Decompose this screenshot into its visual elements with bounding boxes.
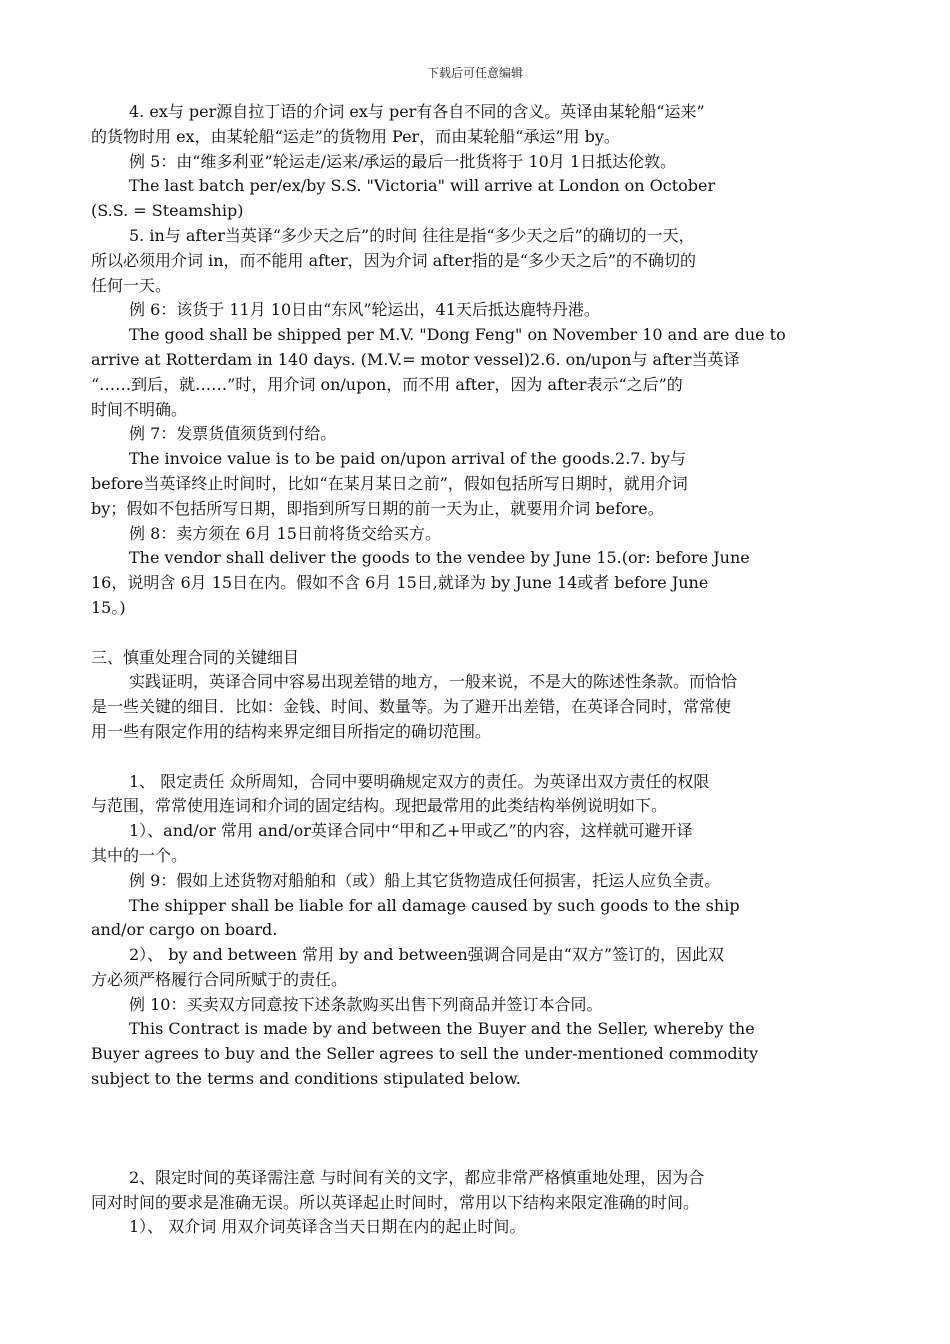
paragraph-line: The vendor shall deliver the goods to the vendee by June 15.(or: before June — [129, 548, 750, 568]
paragraph-line: 的货物时用 ex，由某轮船“运走”的货物用 Per，而由某轮船“承运”用 by。 — [91, 126, 620, 146]
paragraph-line: 是一些关键的细目．比如：金钱、时间、数量等。为了避开出差错，在英译合同时，常常使 — [91, 697, 732, 717]
example-line: 例 9：假如上述货物对船舶和（或）船上其它货物造成任何损害，托运人应负全责。 — [129, 870, 721, 890]
paragraph-line: 其中的一个。 — [91, 845, 188, 865]
paragraph-line: 用一些有限定作用的结构来界定细目所指定的确切范围。 — [91, 721, 492, 741]
document-body — [91, 100, 871, 1240]
blank-line — [91, 621, 871, 646]
paragraph-line: The invoice value is to be paid on/upon arrival of the goods.2.7. by与 — [129, 449, 686, 469]
subsection-line: 2、限定时间的英译需注意 与时间有关的文字，都应非常严格慎重地处理，因为合 — [129, 1167, 705, 1187]
paragraph-line: 2）、 by and between 常用 by and between强调合同是由“双方”签订的，因此双 — [129, 945, 725, 965]
paragraph-line: The good shall be shipped per M.V. "Dong Feng" on November 10 and are due to — [129, 325, 786, 345]
paragraph-line: 5. in与 after当英译“多少天之后”的时间 往往是指“多少天之后”的确切的一天， — [129, 225, 695, 245]
paragraph-line: subject to the terms and conditions stipulated below. — [91, 1069, 521, 1089]
paragraph-line: and/or cargo on board. — [91, 920, 278, 940]
paragraph-line: Buyer agrees to buy and the Seller agrees to sell the under-mentioned commodity — [91, 1044, 759, 1064]
paragraph-line: arrive at Rotterdam in 140 days. (M.V.= motor vessel)2.6. on/upon与 after当英译 — [91, 349, 740, 369]
blank-space — [91, 1092, 871, 1166]
blank-line — [91, 745, 871, 770]
paragraph-line: 实践证明，英译合同中容易出现差错的地方，一般来说，不是大的陈述性条款。而恰恰 — [129, 672, 738, 692]
subsection-line: 1、 限定责任 众所周知，合同中要明确规定双方的责任。为英译出双方责任的权限 — [129, 771, 710, 791]
section-heading: 三、慎重处理合同的关键细目 — [91, 647, 300, 667]
paragraph-line: 15。) — [91, 597, 126, 617]
example-line: 例 7：发票货值须货到付给。 — [129, 424, 337, 444]
paragraph-line: 1）、 双介词 用双介词英译含当天日期在内的起止时间。 — [129, 1217, 526, 1237]
paragraph-line: “……到后，就……”时，用介词 on/upon，而不用 after，因为 after表示“之后”的 — [91, 374, 683, 394]
paragraph-line: The shipper shall be liable for all damage caused by such goods to the ship — [129, 895, 740, 915]
paragraph-line: (S.S. = Steamship) — [91, 201, 244, 221]
paragraph-line: by；假如不包括所写日期，即指到所写日期的前一天为止，就要用介词 before。 — [91, 498, 664, 518]
example-line: 例 6：该货于 11月 10日由“东风”轮运出，41天后抵达鹿特丹港。 — [129, 300, 600, 320]
paragraph-line: 同对时间的要求是准确无误。所以英译起止时间时，常用以下结构来限定准确的时间。 — [91, 1192, 700, 1212]
example-line: 例 5：由“维多利亚”轮运走/运来/承运的最后一批货将于 10月 1日抵达伦敦。 — [129, 151, 677, 171]
paragraph-line: 方必须严格履行合同所赋于的责任。 — [91, 969, 348, 989]
page-header: 下载后可任意编辑 — [426, 66, 523, 80]
paragraph-line: 任何一天。 — [91, 275, 172, 295]
paragraph-line: before当英译终止时间时，比如“在某月某日之前”，假如包括所写日期时，就用介词 — [91, 473, 688, 493]
example-line: 例 10：买卖双方同意按下述条款购买出售下列商品并签订本合同。 — [129, 994, 603, 1014]
paragraph-line: 时间不明确。 — [91, 399, 188, 419]
paragraph-line: 所以必须用介词 in，而不能用 after，因为介词 after指的是“多少天之后”的不确切的 — [91, 250, 697, 270]
paragraph-line: 4. ex与 per源自拉丁语的介词 ex与 per有各自不同的含义。英译由某轮船“运来” — [129, 102, 705, 121]
paragraph-line: 1）、and/or 常用 and/or英译合同中“甲和乙+甲或乙”的内容，这样就可避开译 — [129, 821, 693, 841]
example-line: 例 8：卖方须在 6月 15日前将货交给买方。 — [129, 523, 441, 543]
paragraph-line: This Contract is made by and between the Buyer and the Seller, whereby the — [129, 1019, 755, 1039]
paragraph-line: 与范围，常常使用连词和介词的固定结构。现把最常用的此类结构举例说明如下。 — [91, 796, 668, 816]
paragraph-line: The last batch per/ex/by S.S. "Victoria" will arrive at London on October — [129, 176, 716, 196]
paragraph-line: 16，说明含 6月 15日在内。假如不含 6月 15日,就译为 by June 14或者 before June — [91, 573, 709, 593]
